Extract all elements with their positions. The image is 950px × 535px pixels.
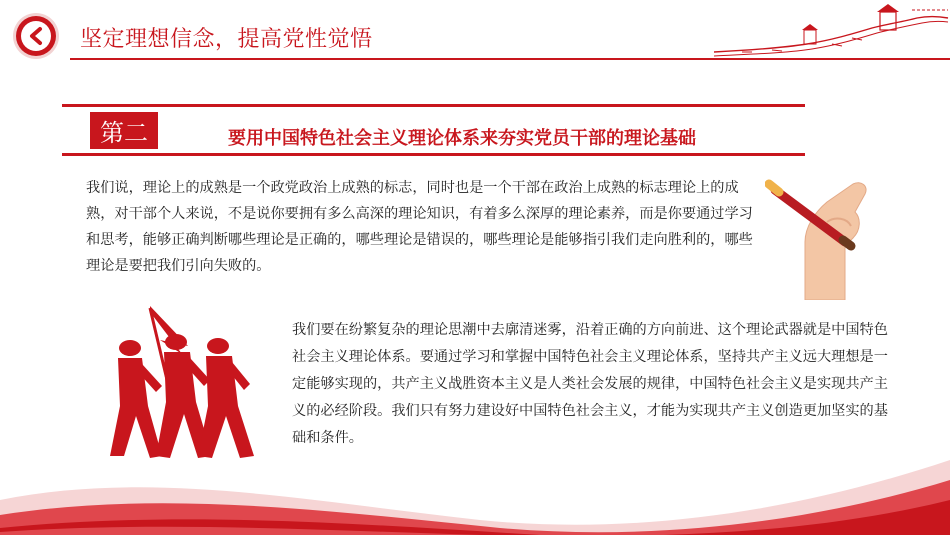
paragraph-2-text: 我们要在纷繁复杂的理论思潮中去廓清迷雾，沿着正确的方向前进、这个理论武器就是中国特色社会主义理论体系。要通过学习和掌握中国特色社会主义理论体系，坚持共产主义远大理想是一定能够实现的，共产主义战胜资本主义是人类社会发展的规律，中国特色社会主义是实现共产主义的必经阶段。我们只有努力建设好中国特色社会主义，才能为实现共产主义创造更加坚实的基础和条件。 bbox=[292, 322, 888, 446]
section-top-line bbox=[62, 104, 805, 107]
great-wall-illustration bbox=[712, 4, 950, 60]
section-number-tag: 第二 bbox=[90, 112, 158, 149]
hand-holding-pen-icon bbox=[765, 172, 875, 300]
section-bottom-line bbox=[62, 153, 805, 156]
section-title: 要用中国特色社会主义理论体系来夯实党员干部的理论基础 bbox=[228, 128, 696, 149]
paragraph-1 bbox=[86, 175, 766, 279]
paragraph-1-text: 我们说，理论上的成熟是一个政党政治上成熟的标志，同时也是一个干部在政治上成熟的标志理论上的成熟，对干部个人来说，不是说你要拥有多么高深的理论知识，有着多么深厚的理论素养，而是你要通过学习和思考，能够正确判断哪些理论是正确的，哪些理论是错误的，哪些理论是能够指引我们走向胜利的，哪些理论是要把我们引向失败的。 bbox=[86, 180, 753, 274]
page-title: 坚定理想信念，提高党性觉悟 bbox=[80, 27, 373, 52]
paragraph-2 bbox=[292, 317, 894, 452]
top-bar bbox=[0, 0, 950, 72]
back-button[interactable] bbox=[16, 16, 56, 56]
chevron-left-icon bbox=[21, 21, 51, 51]
red-wave-decoration bbox=[0, 440, 950, 535]
